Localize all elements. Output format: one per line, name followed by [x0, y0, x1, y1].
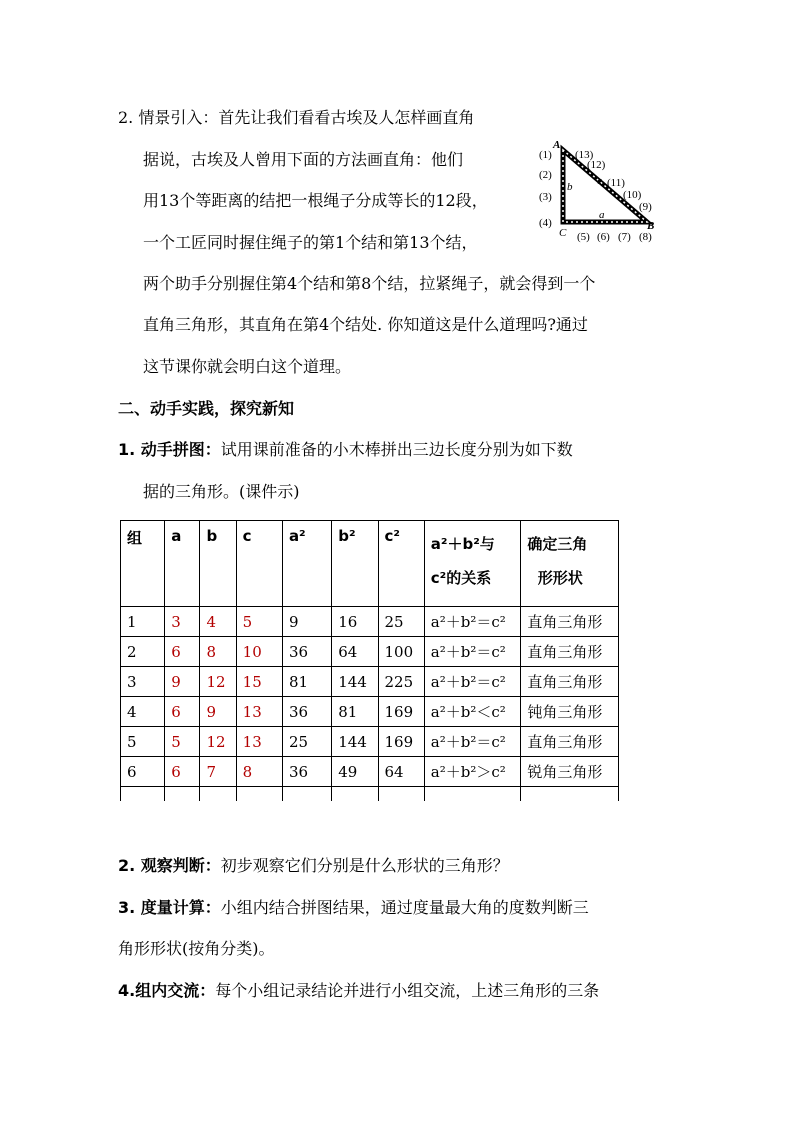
item1-text: 试用课前准备的小木棒拼出三边长度分别为如下数 [220, 440, 573, 459]
header-a: a [165, 521, 200, 607]
knot-7: (7) [618, 231, 631, 243]
table-tail-row [121, 787, 619, 802]
header-relation: a²＋b²与 c²的关系 [424, 521, 521, 607]
table-row: 6 6 7 8 36 49 64 a²＋b²＞c² 锐角三角形 [121, 757, 619, 787]
knot-1: (1) [539, 149, 552, 161]
item4 [118, 980, 599, 1002]
knot-11: (11) [607, 177, 625, 189]
intro-line-5: 直角三角形，其直角在第4个结处. 你知道这是什么道理吗?通过 [143, 315, 588, 334]
item4-label: 4.组内交流： [118, 981, 216, 1000]
section-heading: 二、动手实践，探究新知 [118, 399, 295, 418]
label-a: a [599, 209, 605, 221]
knot-8: (8) [639, 231, 652, 243]
label-c: c [597, 175, 602, 187]
item4-text: 每个小组记录结论并进行小组交流，上述三角形的三条 [215, 981, 600, 1000]
table-header-row [121, 521, 619, 607]
header-b: b [200, 521, 236, 607]
item2-text: 初步观察它们分别是什么形状的三角形？ [220, 856, 509, 875]
table-row: 2 6 8 10 36 64 100 a²＋b²＝c² 直角三角形 [121, 637, 619, 667]
label-C: C [559, 227, 567, 239]
knot-4: (4) [539, 217, 552, 229]
header-b2: b² [332, 521, 378, 607]
intro-line-3: 一个工匠同时握住绳子的第1个结和第13个结， [143, 233, 478, 252]
item1-label: 1. 动手拼图： [118, 440, 221, 459]
item3-text: 小组内结合拼图结果，通过度量最大角的度数判断三 [220, 898, 589, 917]
item2-label: 2. 观察判断： [118, 856, 221, 875]
intro-line-4: 两个助手分别握住第4个结和第8个结，拉紧绳子，就会得到一个 [143, 274, 596, 293]
knot-13: (13) [575, 149, 594, 161]
label-B: B [647, 220, 655, 232]
knot-3: (3) [539, 191, 552, 203]
table-row: 4 6 9 13 36 81 169 a²＋b²＜c² 钝角三角形 [121, 697, 619, 727]
intro-line-1: 据说，古埃及人曾用下面的方法画直角：他们 [143, 150, 464, 169]
knot-10: (10) [623, 189, 642, 201]
knot-9: (9) [639, 201, 652, 213]
header-a2: a² [282, 521, 331, 607]
item1-text-2: 据的三角形。(课件示) [143, 482, 300, 501]
knot-2: (2) [539, 169, 552, 181]
intro-title: 2. 情景引入：首先让我们看看古埃及人怎样画直角 [118, 108, 475, 127]
header-shape: 确定三角 形形状 [521, 521, 619, 607]
header-c: c [236, 521, 282, 607]
knot-5: (5) [577, 231, 590, 243]
triangle-table [120, 520, 619, 801]
knot-6: (6) [597, 231, 610, 243]
table-row: 5 5 12 13 25 144 169 a²＋b²＝c² 直角三角形 [121, 727, 619, 757]
item2 [118, 855, 509, 877]
item3 [118, 897, 589, 919]
rope-triangle-figure [535, 136, 665, 248]
item3-label: 3. 度量计算： [118, 898, 221, 917]
knot-12: (12) [587, 159, 606, 171]
item3-text-2: 角形形状(按角分类)。 [118, 939, 275, 958]
header-group: 组 [121, 521, 165, 607]
header-c2: c² [378, 521, 424, 607]
item1 [118, 439, 573, 461]
label-b: b [567, 181, 573, 193]
label-A: A [553, 139, 561, 151]
table-row: 3 9 12 15 81 144 225 a²＋b²＝c² 直角三角形 [121, 667, 619, 697]
intro-line-6: 这节课你就会明白这个道理。 [143, 357, 352, 376]
table-row: 1 3 4 5 9 16 25 a²＋b²＝c² 直角三角形 [121, 607, 619, 637]
intro-line-2: 用13个等距离的结把一根绳子分成等长的12段， [143, 191, 488, 210]
